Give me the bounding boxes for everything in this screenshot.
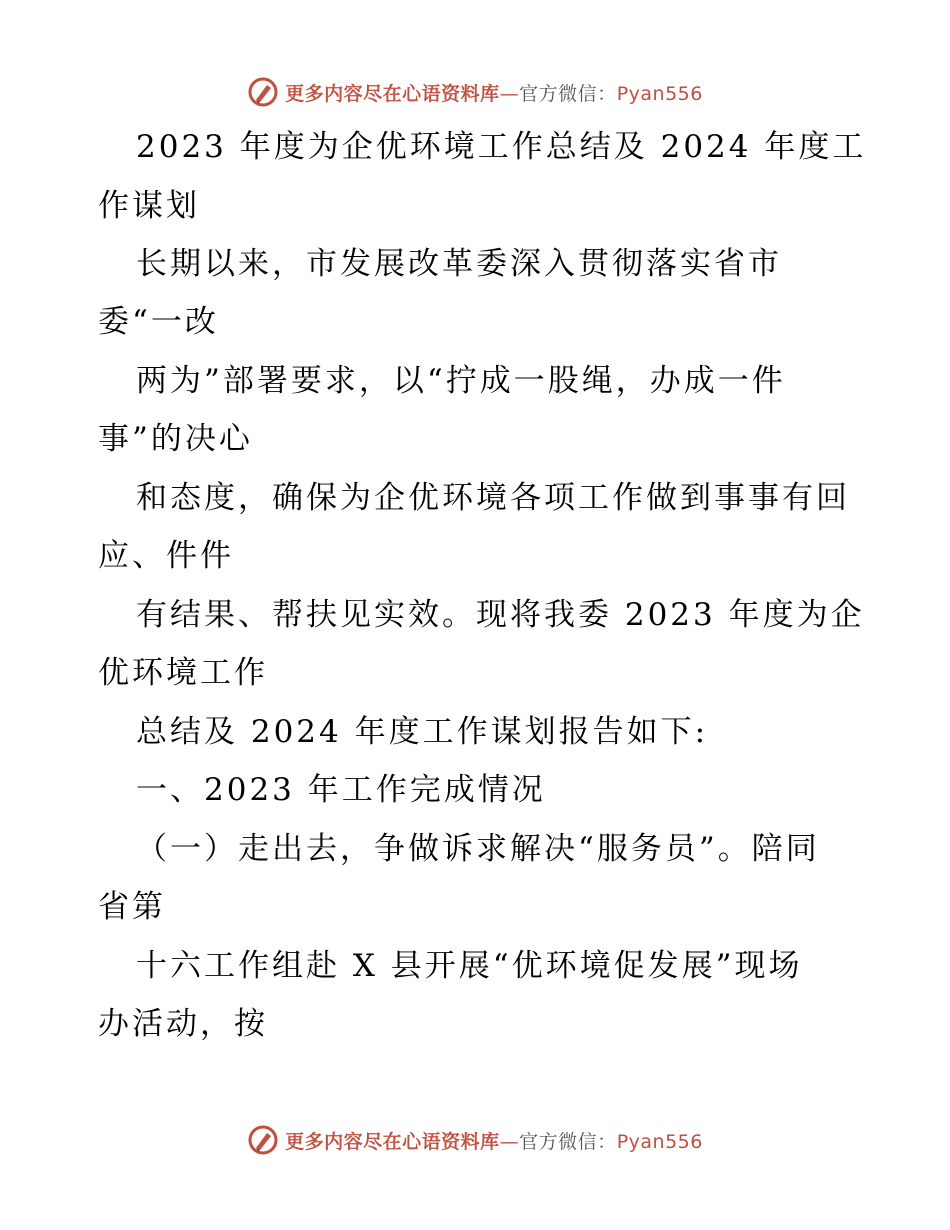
header-watermark — [0, 72, 950, 112]
doc-title-line-2: 作谋划 — [98, 188, 200, 224]
watermark-wechat-id: Pyan556 — [616, 82, 703, 105]
watermark-label: 官方微信： — [519, 1130, 617, 1153]
paragraph-line: 优环境工作 — [98, 655, 268, 691]
paragraph-line: 省第 — [98, 889, 166, 925]
watermark-site-text: 更多内容尽在心语资料库 — [285, 82, 500, 105]
paragraph-line: 应、件件 — [98, 538, 234, 574]
paragraph-line: 和态度，确保为企优环境各项工作做到事事有回 — [136, 480, 850, 516]
paragraph-line: 十六工作组赴 X 县开展“优环境促发展”现场 — [136, 948, 803, 984]
paragraph-line: 事”的决心 — [98, 421, 253, 457]
paragraph-line: 两为”部署要求，以“拧成一股绳，办成一件 — [136, 363, 786, 399]
paragraph-line: 委“一改 — [98, 304, 219, 340]
paragraph-line: 有结果、帮扶见实效。现将我委 2023 年度为企 — [136, 597, 865, 633]
doc-title-line-1: 2023 年度为企优环境工作总结及 2024 年度工 — [136, 129, 867, 165]
watermark-dash: — — [499, 1130, 520, 1153]
watermark-wechat-id: Pyan556 — [616, 1130, 703, 1153]
section-heading: 一、2023 年工作完成情况 — [136, 772, 546, 808]
paragraph-line: 办活动，按 — [98, 1006, 268, 1042]
pen-logo-icon — [247, 76, 279, 108]
subsection-line: （一）走出去，争做诉求解决“服务员”。陪同 — [136, 831, 820, 867]
watermark-label: 官方微信： — [519, 82, 617, 105]
paragraph-line: 总结及 2024 年度工作谋划报告如下: — [136, 714, 709, 750]
paragraph-line: 长期以来，市发展改革委深入贯彻落实省市 — [136, 246, 782, 282]
watermark-text — [285, 1127, 703, 1154]
footer-watermark — [0, 1120, 950, 1160]
watermark-site-text: 更多内容尽在心语资料库 — [285, 1130, 500, 1153]
watermark-dash: — — [499, 82, 520, 105]
watermark-text — [285, 79, 703, 106]
pen-logo-icon — [247, 1124, 279, 1156]
